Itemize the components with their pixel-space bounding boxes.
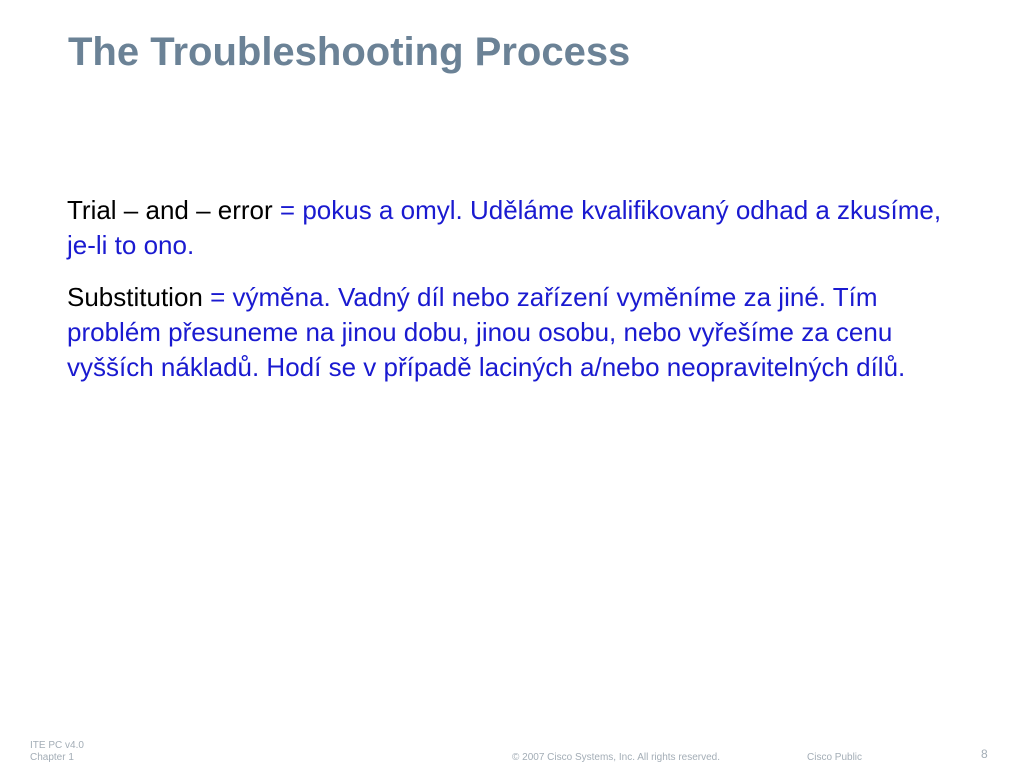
footer-copyright: © 2007 Cisco Systems, Inc. All rights reserved. [512,752,721,763]
footer-course-info [30,740,84,764]
paragraph-trial-and-error [67,193,967,263]
term-trial-and-error: Trial – and – error [67,195,273,225]
definition-trial-and-error: = pokus a omyl. Uděláme kvalifikovaný odhad a zkusíme, je-li to ono. [67,195,942,260]
slide-body [67,193,967,402]
slide-title: The Troubleshooting Process [68,30,631,74]
footer-course: ITE PC v4.0 [30,740,84,751]
term-substitution: Substitution [67,282,203,312]
footer-classification: Cisco Public [807,752,863,763]
paragraph-substitution [67,280,967,385]
footer-chapter: Chapter 1 [30,752,74,763]
definition-substitution: = výměna. Vadný díl nebo zařízení vyměníme za jiné. Tím problém přesuneme na jinou dobu, jinou osobu, nebo vyřešíme za cenu vyšších nákladů. Hodí se v případě laciných a/nebo neopravitelných dílů. [67,282,906,382]
page-number: 8 [981,747,988,761]
